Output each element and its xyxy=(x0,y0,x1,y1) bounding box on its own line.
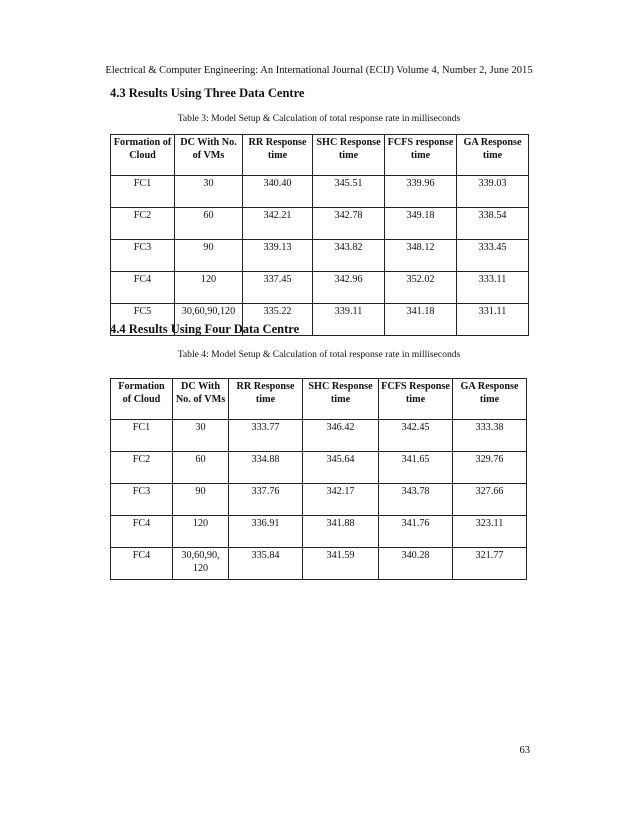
table-3-header-fcfs: FCFS response time xyxy=(385,135,457,176)
table-cell: 343.78 xyxy=(379,484,453,516)
table-4-header-ga: GA Response time xyxy=(453,379,527,420)
table-4-header-row xyxy=(111,379,527,420)
table-cell: 339.03 xyxy=(457,176,529,208)
table-cell: 341.59 xyxy=(303,548,379,580)
table-cell: 342.96 xyxy=(313,272,385,304)
table-row xyxy=(111,420,527,452)
table-3-header-formation: Formation of Cloud xyxy=(111,135,175,176)
table-cell: FC4 xyxy=(111,548,173,580)
table-3-header-row xyxy=(111,135,529,176)
table-cell: 348.12 xyxy=(385,240,457,272)
table-cell: 30 xyxy=(175,176,243,208)
table-cell: 120 xyxy=(175,272,243,304)
table-4 xyxy=(110,378,527,580)
table-3-header-shc: SHC Response time xyxy=(313,135,385,176)
section-title-4-3: 4.3 Results Using Three Data Centre xyxy=(110,86,305,100)
table-3-header-ga: GA Response time xyxy=(457,135,529,176)
table-cell: 60 xyxy=(173,452,229,484)
table-cell: 338.54 xyxy=(457,208,529,240)
table-row xyxy=(111,272,529,304)
table-row xyxy=(111,516,527,548)
table-cell: 334.88 xyxy=(229,452,303,484)
table-cell: 341.18 xyxy=(385,304,457,336)
page-number: 63 xyxy=(519,745,530,756)
section-title-4-4: 4.4 Results Using Four Data Centre xyxy=(110,322,300,336)
table-cell: FC1 xyxy=(111,176,175,208)
table-row xyxy=(111,208,529,240)
table-row xyxy=(111,176,529,208)
table-cell: FC2 xyxy=(111,452,173,484)
table-cell: 342.45 xyxy=(379,420,453,452)
table-3 xyxy=(110,134,529,336)
table-cell: FC1 xyxy=(111,420,173,452)
journal-header: Electrical & Computer Engineering: An International Journal (ECIJ) Volume 4, Number 2, June 2015 xyxy=(105,65,533,76)
table-row xyxy=(111,484,527,516)
table-cell: 30,60,90,120 xyxy=(175,304,243,336)
table-cell: 30 xyxy=(173,420,229,452)
table-cell: 335.84 xyxy=(229,548,303,580)
table-4-caption: Table 4: Model Setup & Calculation of total response rate in milliseconds xyxy=(177,349,461,360)
table-row xyxy=(111,240,529,272)
table-cell: 90 xyxy=(173,484,229,516)
table-cell: FC4 xyxy=(111,516,173,548)
table-cell: 331.11 xyxy=(457,304,529,336)
table-cell: 340.28 xyxy=(379,548,453,580)
table-cell: 337.76 xyxy=(229,484,303,516)
table-4-header-dc: DC With No. of VMs xyxy=(173,379,229,420)
table-cell: FC3 xyxy=(111,240,175,272)
table-cell: 343.82 xyxy=(313,240,385,272)
table-cell: 346.42 xyxy=(303,420,379,452)
table-cell: 336.91 xyxy=(229,516,303,548)
table-4-header-shc: SHC Response time xyxy=(303,379,379,420)
table-cell: 90 xyxy=(175,240,243,272)
table-cell: 327.66 xyxy=(453,484,527,516)
table-cell: 120 xyxy=(173,516,229,548)
table-cell: 342.21 xyxy=(243,208,313,240)
table-cell: 333.38 xyxy=(453,420,527,452)
table-cell: 329.76 xyxy=(453,452,527,484)
table-cell: 340.40 xyxy=(243,176,313,208)
table-cell: FC3 xyxy=(111,484,173,516)
table-3-header-dc: DC With No. of VMs xyxy=(175,135,243,176)
table-cell: 345.64 xyxy=(303,452,379,484)
table-row xyxy=(111,548,527,580)
table-cell: 321.77 xyxy=(453,548,527,580)
table-cell: 352.02 xyxy=(385,272,457,304)
table-cell: 339.96 xyxy=(385,176,457,208)
table-cell: 339.11 xyxy=(313,304,385,336)
table-cell: FC4 xyxy=(111,272,175,304)
table-row xyxy=(111,452,527,484)
table-cell: 342.78 xyxy=(313,208,385,240)
table-cell: 30,60,90, 120 xyxy=(173,548,229,580)
table-cell: 335.22 xyxy=(243,304,313,336)
table-cell: 60 xyxy=(175,208,243,240)
table-3-caption: Table 3: Model Setup & Calculation of total response rate in milliseconds xyxy=(177,113,461,124)
table-4-header-fcfs: FCFS Response time xyxy=(379,379,453,420)
table-3-header-rr: RR Response time xyxy=(243,135,313,176)
table-cell: 339.13 xyxy=(243,240,313,272)
table-cell: 333.45 xyxy=(457,240,529,272)
table-cell: 341.76 xyxy=(379,516,453,548)
table-cell: 333.11 xyxy=(457,272,529,304)
table-cell: 349.18 xyxy=(385,208,457,240)
table-cell: 337.45 xyxy=(243,272,313,304)
table-cell: 345.51 xyxy=(313,176,385,208)
table-cell: 323.11 xyxy=(453,516,527,548)
table-cell: FC2 xyxy=(111,208,175,240)
table-4-header-rr: RR Response time xyxy=(229,379,303,420)
table-cell: 341.88 xyxy=(303,516,379,548)
table-4-header-formation: Formation of Cloud xyxy=(111,379,173,420)
table-cell: 333.77 xyxy=(229,420,303,452)
table-cell: 342.17 xyxy=(303,484,379,516)
table-cell: 341.65 xyxy=(379,452,453,484)
table-cell: FC5 xyxy=(111,304,175,336)
